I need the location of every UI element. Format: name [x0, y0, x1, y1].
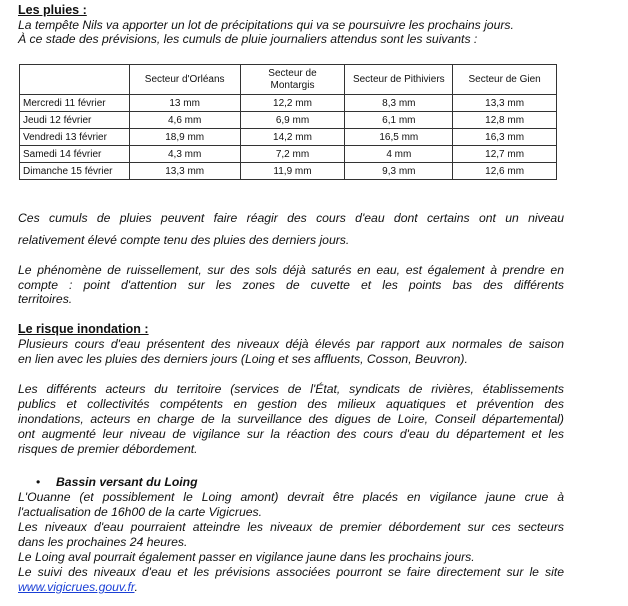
pluies-intro-line-1: La tempête Nils va apporter un lot de précipitations qui va se poursuivre les prochains jours.	[18, 18, 514, 32]
ruissellement-line-2: compte : point d'attention sur les zones de cuvette et les points bas des différents	[18, 278, 564, 292]
loing-line-7	[18, 580, 564, 594]
table-header-cell: Secteur de Gien	[453, 65, 557, 95]
table-cell: 12,8 mm	[453, 112, 557, 129]
table-cell: 18,9 mm	[129, 129, 240, 146]
loing-line-3: Les niveaux d'eau pourraient atteindre les niveaux de premier débordement sur ces secteurs	[18, 520, 564, 534]
table-cell: 9,3 mm	[345, 163, 453, 180]
table-row	[20, 112, 557, 129]
table-row	[20, 95, 557, 112]
loing-line-1: L'Ouanne (et possiblement le Loing amont) devrait être placés en vigilance jaune crue à	[18, 490, 564, 504]
vigicrues-link[interactable]: www.vigicrues.gouv.fr	[18, 580, 135, 594]
inondation-p2-line-3: inondations, acteurs en charge de la surveillance des digues de Loire, Conseil départemental)	[18, 412, 564, 426]
table-cell: 12,6 mm	[453, 163, 557, 180]
loing-line-2: l'actualisation de 16h00 de la carte Vigicrues.	[18, 505, 262, 519]
inondation-p2-line-4: ont augmenté leur niveau de vigilance sur la réaction des cours d'eau du département et les	[18, 427, 564, 441]
table-cell: 12,7 mm	[453, 146, 557, 163]
loing-line-5: Le Loing aval pourrait également passer en vigilance jaune dans les prochains jours.	[18, 550, 475, 564]
table-header-cell: Secteur de Pithiviers	[345, 65, 453, 95]
inondation-p2-line-2: publics et collectivités compétents en gestion des milieux aquatiques et prévention des	[18, 397, 564, 411]
loing-line-6: Le suivi des niveaux d'eau et les prévisions associées pourront se faire directement sur le site	[18, 565, 564, 579]
table-cell: 16,5 mm	[345, 129, 453, 146]
table-cell: 8,3 mm	[345, 95, 453, 112]
table-cell: 7,2 mm	[240, 146, 345, 163]
table-cell: 6,1 mm	[345, 112, 453, 129]
table-cell: 4,3 mm	[129, 146, 240, 163]
loing-bullet-item	[36, 475, 198, 489]
inondation-p1-line-2: en lien avec les pluies des derniers jours (Loing et ses affluents, Cosson, Beuvron).	[18, 352, 468, 366]
table-cell: 16,3 mm	[453, 129, 557, 146]
table-header-cell	[20, 65, 130, 95]
table-header-cell: Secteur d'Orléans	[129, 65, 240, 95]
table-cell: 11,9 mm	[240, 163, 345, 180]
loing-title: Bassin versant du Loing	[56, 475, 198, 489]
table-cell: 14,2 mm	[240, 129, 345, 146]
inondation-p2-line-1: Les différents acteurs du territoire (services de l'État, syndicats de rivières, établissements	[18, 382, 564, 396]
table-header-row	[20, 65, 557, 95]
loing-link-period: .	[134, 580, 138, 594]
table-cell-day: Samedi 14 février	[20, 146, 130, 163]
inondation-p2-line-5: risques de premier débordement.	[18, 442, 198, 456]
table-cell: 13 mm	[129, 95, 240, 112]
table-row	[20, 146, 557, 163]
table-cell-day: Mercredi 11 février	[20, 95, 130, 112]
pluies-heading: Les pluies :	[18, 3, 87, 17]
table-cell-day: Vendredi 13 février	[20, 129, 130, 146]
table-row	[20, 163, 557, 180]
inondation-heading: Le risque inondation :	[18, 322, 149, 336]
rainfall-table	[19, 64, 557, 180]
table-cell: 4,6 mm	[129, 112, 240, 129]
ruissellement-line-1: Le phénomène de ruissellement, sur des sols déjà saturés en eau, est également à prendre en	[18, 263, 564, 277]
table-cell: 13,3 mm	[129, 163, 240, 180]
table-header-cell: Secteur de Montargis	[240, 65, 345, 95]
cumuls-line-1: Ces cumuls de pluies peuvent faire réagir des cours d'eau dont certains ont un niveau	[18, 211, 564, 225]
bullet-marker: •	[36, 475, 41, 489]
table-cell: 4 mm	[345, 146, 453, 163]
table-cell: 13,3 mm	[453, 95, 557, 112]
table-cell-day: Jeudi 12 février	[20, 112, 130, 129]
inondation-p1-line-1: Plusieurs cours d'eau présentent des niveaux déjà élevés par rapport aux normales de saison	[18, 337, 564, 351]
pluies-intro-line-2: À ce stade des prévisions, les cumuls de pluie journaliers attendus sont les suivants :	[18, 32, 478, 46]
table-cell: 12,2 mm	[240, 95, 345, 112]
cumuls-line-2: relativement élevé compte tenu des pluies des derniers jours.	[18, 233, 350, 247]
table-row	[20, 129, 557, 146]
table-cell: 6,9 mm	[240, 112, 345, 129]
ruissellement-line-3: territoires.	[18, 292, 73, 306]
loing-line-4: dans les prochaines 24 heures.	[18, 535, 188, 549]
table-cell-day: Dimanche 15 février	[20, 163, 130, 180]
